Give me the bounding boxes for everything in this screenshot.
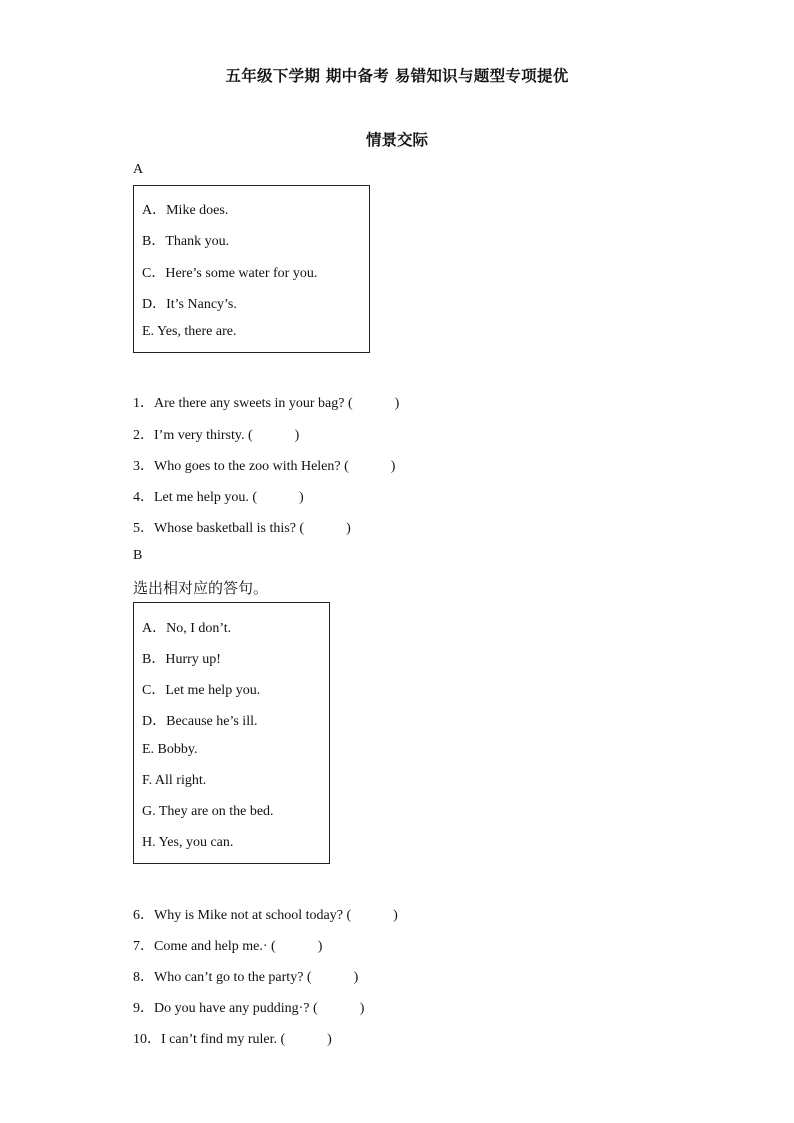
question-item [133,997,364,1017]
answer-blank[interactable]: ( ) [347,396,400,411]
section-b-options-box [133,602,330,864]
instruction-text: 选出相对应的答句。 [133,579,269,597]
question-text: 2．I’m very thirsty. [133,428,245,443]
question-item [133,455,395,475]
answer-blank[interactable]: ( ) [280,1032,332,1047]
question-text: 10．I can’t find my ruler. [133,1032,277,1047]
question-item [133,486,304,506]
answer-blank[interactable]: ( ) [344,459,396,474]
question-item [133,392,399,412]
question-text: 1．Are there any sweets in your bag? [133,396,345,411]
option-item: E. Yes, there are. [142,324,237,339]
option-item: A．No, I don’t. [142,621,232,636]
question-text: 7．Come and help me.· [133,939,268,954]
question-text: 3．Who goes to the zoo with Helen? [133,459,341,474]
answer-blank[interactable]: ( ) [306,970,359,985]
option-item: G. They are on the bed. [142,804,274,819]
option-item: B．Hurry up! [142,652,221,667]
question-text: 6．Why is Mike not at school today? [133,908,343,923]
question-text: 8．Who can’t go to the party? [133,970,304,985]
option-item: C．Here’s some water for you. [142,266,318,281]
document-title: 五年级下学期 期中备考 易错知识与题型专项提优 [225,67,569,85]
option-item: F. All right. [142,773,207,788]
question-item [133,966,358,986]
question-item [133,1028,332,1048]
answer-blank[interactable]: ( ) [346,908,398,923]
question-item [133,935,322,955]
section-b-label: B [133,548,143,563]
option-item: H. Yes, you can. [142,835,234,850]
answer-blank[interactable]: ( ) [252,490,304,505]
answer-blank[interactable]: ( ) [313,1001,365,1016]
question-text: 5．Whose basketball is this? [133,521,296,536]
section-a-label: A [133,162,144,177]
answer-blank[interactable]: ( ) [271,939,323,954]
option-item: B．Thank you. [142,234,230,249]
option-item: D．It’s Nancy’s. [142,297,237,312]
answer-blank[interactable]: ( ) [299,521,351,536]
question-item [133,424,299,444]
section-a-options-box [133,185,370,353]
question-text: 9．Do you have any pudding·? [133,1001,310,1016]
section-heading: 情景交际 [365,131,428,149]
option-item: D．Because he’s ill. [142,714,258,729]
question-item [133,904,398,924]
answer-blank[interactable]: ( ) [247,428,300,443]
question-item [133,517,351,537]
option-item: C．Let me help you. [142,683,261,698]
question-text: 4．Let me help you. [133,490,249,505]
option-item: A．Mike does. [142,203,229,218]
option-item: E. Bobby. [142,742,198,757]
